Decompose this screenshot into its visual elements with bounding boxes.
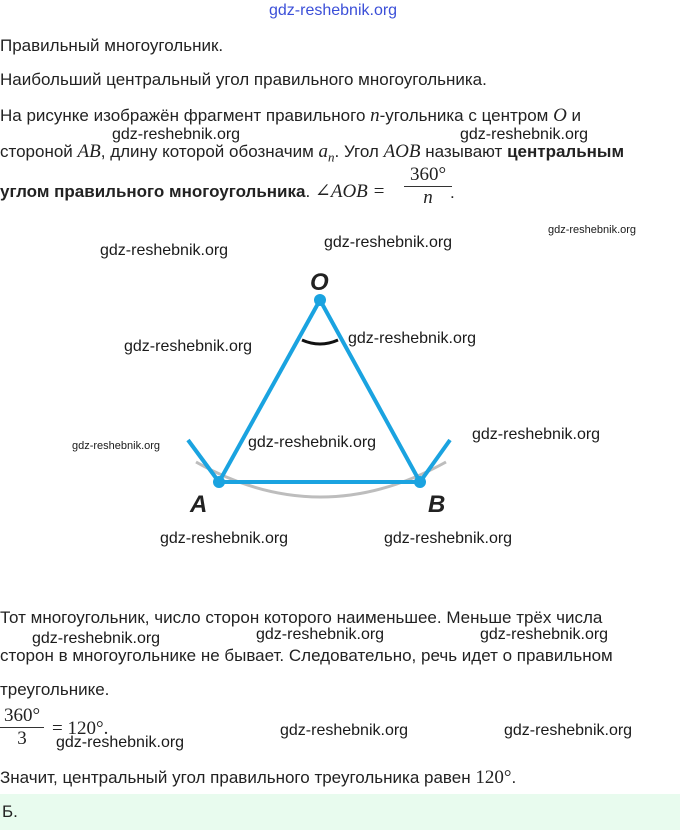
vertex-B <box>414 476 426 488</box>
watermark: gdz-reshebnik.org <box>384 530 513 547</box>
watermark: gdz-reshebnik.org <box>480 626 609 643</box>
vertex-A <box>213 476 225 488</box>
fraction-numerator: 360° <box>409 164 447 185</box>
solution-line-2: сторон в многоугольнике не бывает. Следовательно, речь идет о правильном <box>0 646 613 665</box>
fraction-360-over-n <box>404 164 452 209</box>
math-n: n <box>370 105 380 126</box>
fraction-denominator: n <box>423 187 433 209</box>
watermark: gdz-reshebnik.org <box>112 126 241 143</box>
label-O: O <box>310 269 329 296</box>
calc-result: = 120°. <box>52 718 109 739</box>
text-segment: -угольника с центром <box>379 106 554 125</box>
watermark: gdz-reshebnik.org <box>72 440 161 452</box>
text-segment: называют <box>420 142 508 161</box>
solution-line-1: Тот многоугольник, число сторон которого наименьшее. Меньше трёх числа <box>0 608 603 627</box>
watermark: gdz-reshebnik.org <box>248 434 377 451</box>
watermark: gdz-reshebnik.org <box>548 224 637 236</box>
watermark: gdz-reshebnik.org <box>256 626 385 643</box>
polygon-figure <box>150 260 490 520</box>
math-subscript-n: n <box>328 149 335 165</box>
fraction-numerator: 360° <box>3 705 41 726</box>
watermark: gdz-reshebnik.org <box>460 126 589 143</box>
watermark: gdz-reshebnik.org <box>348 330 477 347</box>
math-angle-expr: ∠AOB = <box>314 181 386 202</box>
bold-term: углом правильного многоугольника <box>0 182 306 201</box>
watermark: gdz-reshebnik.org <box>504 722 633 739</box>
watermark: gdz-reshebnik.org <box>160 530 289 547</box>
circumscribed-arc <box>196 462 446 497</box>
angle-arc <box>302 340 338 344</box>
solution-line-3: треугольнике. <box>0 680 110 699</box>
bold-term: центральным <box>507 142 625 161</box>
math-a: a <box>318 141 329 162</box>
text-segment: , длину которой обозначим <box>100 142 319 161</box>
task-question: Наибольший центральный угол правильного многоугольника. <box>0 70 487 89</box>
watermark: gdz-reshebnik.org <box>100 242 229 259</box>
watermark-top: gdz-reshebnik.org <box>269 2 398 19</box>
math-AB: AB <box>77 141 101 162</box>
label-B: B <box>428 491 446 518</box>
adjacent-side-right <box>420 440 450 482</box>
math-120: 120° <box>475 767 512 788</box>
task-title: Правильный многоугольник. <box>0 36 224 55</box>
watermark: gdz-reshebnik.org <box>124 338 253 355</box>
fraction-denominator: 3 <box>17 728 27 750</box>
period: . <box>450 183 455 202</box>
watermark: gdz-reshebnik.org <box>56 734 185 751</box>
text-segment: . <box>305 182 315 201</box>
math-AOB: AOB <box>383 141 421 162</box>
answer-text: Б. <box>2 802 18 821</box>
text-segment: и <box>566 106 582 125</box>
watermark: gdz-reshebnik.org <box>32 630 161 647</box>
label-A: A <box>190 491 208 518</box>
fraction-360-over-3 <box>0 705 44 750</box>
text-segment: На рисунке изображён фрагмент правильного <box>0 106 371 125</box>
text-segment: . Угол <box>334 142 384 161</box>
watermark: gdz-reshebnik.org <box>324 234 453 251</box>
text-segment: Значит, центральный угол правильного треугольника равен <box>0 768 476 787</box>
math-O: O <box>553 105 567 126</box>
side-OA <box>219 300 320 482</box>
watermark: gdz-reshebnik.org <box>280 722 409 739</box>
watermark: gdz-reshebnik.org <box>472 426 601 443</box>
paragraph-line-1 <box>0 106 581 126</box>
solution-line-4 <box>0 768 516 788</box>
paragraph-line-2 <box>0 142 624 167</box>
paragraph-line-3 <box>0 182 385 202</box>
adjacent-side-left <box>188 440 219 482</box>
side-OB <box>320 300 420 482</box>
text-segment: стороной <box>0 142 78 161</box>
text-segment: . <box>511 768 517 787</box>
answer-box <box>0 794 680 830</box>
